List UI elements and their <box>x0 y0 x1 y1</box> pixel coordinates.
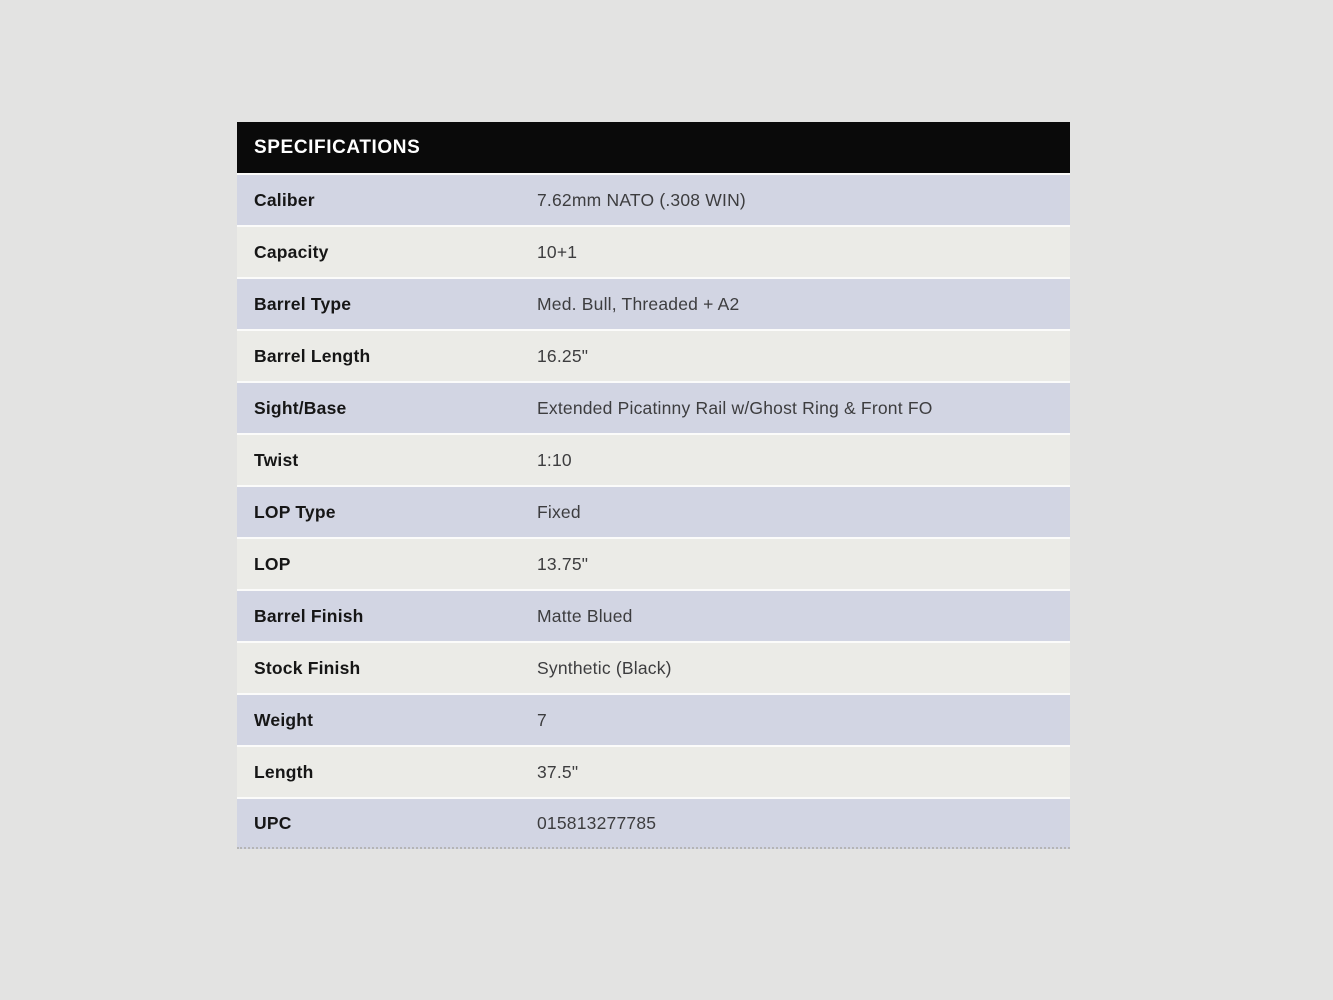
spec-value: Med. Bull, Threaded + A2 <box>537 293 740 314</box>
spec-label: Caliber <box>254 189 315 210</box>
table-row <box>237 799 1070 849</box>
table-row <box>237 591 1070 641</box>
table-row <box>237 383 1070 433</box>
spec-label: LOP Type <box>254 501 336 522</box>
specifications-table <box>237 122 1070 849</box>
spec-value: 7 <box>537 709 547 730</box>
spec-value: 37.5" <box>537 761 579 782</box>
spec-value: 16.25" <box>537 345 589 366</box>
spec-value: 015813277785 <box>537 812 657 833</box>
spec-value: 7.62mm NATO (.308 WIN) <box>537 189 746 210</box>
table-row <box>237 435 1070 485</box>
table-row <box>237 695 1070 745</box>
specifications-header <box>237 122 1070 173</box>
spec-label: UPC <box>254 812 292 833</box>
spec-label: Stock Finish <box>254 657 361 678</box>
spec-label: Length <box>254 761 314 782</box>
spec-label: Barrel Finish <box>254 605 364 626</box>
spec-value: 10+1 <box>537 241 578 262</box>
table-row <box>237 175 1070 225</box>
spec-value: Synthetic (Black) <box>537 657 672 678</box>
table-row <box>237 227 1070 277</box>
spec-value: Matte Blued <box>537 605 633 626</box>
table-row <box>237 539 1070 589</box>
table-row <box>237 643 1070 693</box>
table-row <box>237 487 1070 537</box>
spec-label: Barrel Type <box>254 293 352 314</box>
spec-label: Twist <box>254 449 299 470</box>
spec-value: Fixed <box>537 501 581 522</box>
spec-label: Weight <box>254 709 314 730</box>
table-row <box>237 747 1070 797</box>
spec-rows-container <box>237 175 1070 849</box>
spec-label: Sight/Base <box>254 397 347 418</box>
spec-label: LOP <box>254 553 291 574</box>
table-row <box>237 331 1070 381</box>
spec-value: Extended Picatinny Rail w/Ghost Ring & Front FO <box>537 397 933 418</box>
spec-value: 13.75" <box>537 553 589 574</box>
spec-label: Barrel Length <box>254 345 371 366</box>
spec-value: 1:10 <box>537 449 572 470</box>
table-row <box>237 279 1070 329</box>
specifications-header-label: SPECIFICATIONS <box>254 136 421 158</box>
spec-label: Capacity <box>254 241 329 262</box>
